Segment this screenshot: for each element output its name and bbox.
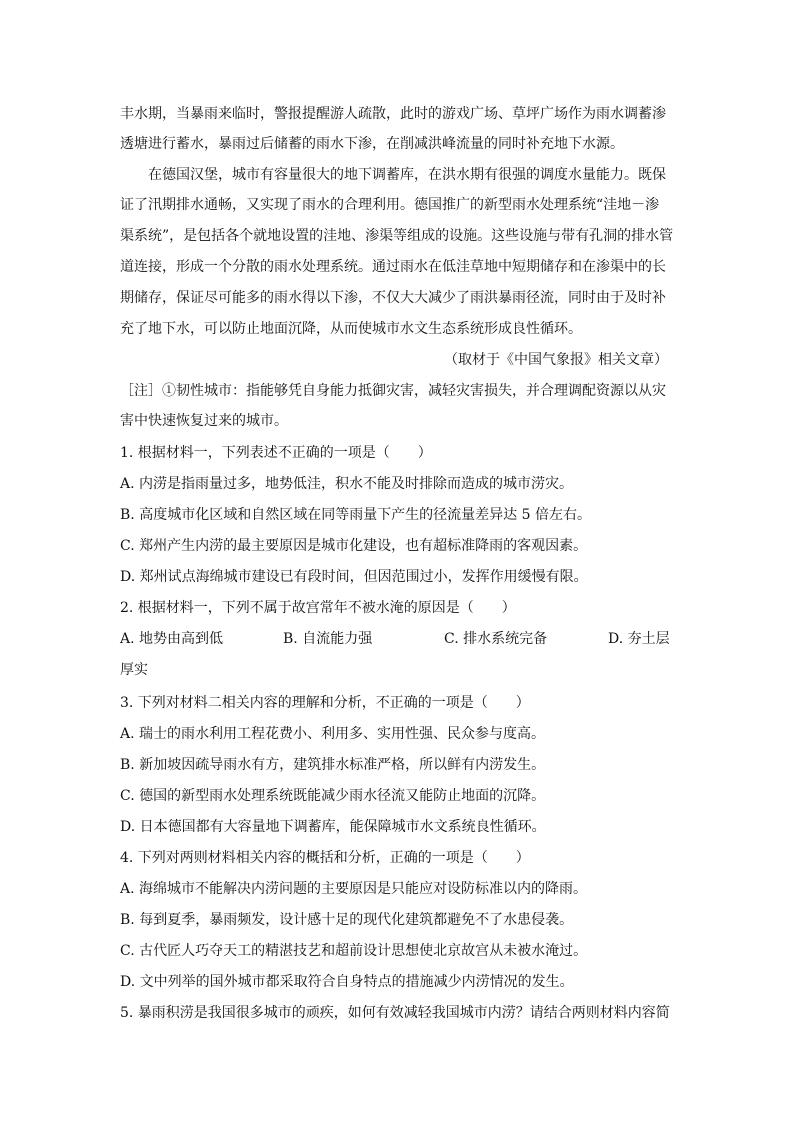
paragraph-line: 证了汛期排水通畅，又实现了雨水的合理利用。德国推广的新型雨水处理系统“洼地－渗 xyxy=(120,197,660,213)
question-stem: 2. 根据材料一，下列不属于故宫常年不被水淹的原因是（ ） xyxy=(120,600,516,616)
option-d-continued: 厚实 xyxy=(120,662,148,678)
note-line: ［注］①韧性城市：指能够凭自身能力抵御灾害，减轻灾害损失，并合理调配资源以从灾 xyxy=(120,383,666,399)
question-stem: 4. 下列对两则材料相关内容的概括和分析，正确的一项是（ ） xyxy=(120,850,530,866)
paragraph-line: 丰水期，当暴雨来临时，警报提醒游人疏散，此时的游戏广场、草坪广场作为雨水调蓄渗 xyxy=(120,106,666,122)
option-a: A. 瑞士的雨水利用工程花费小、利用多、实用性强、民众参与度高。 xyxy=(120,726,546,742)
option-b: B. 自流能力强 xyxy=(283,631,373,647)
option-d: D. 夯土层 xyxy=(608,631,670,647)
option-b: B. 高度城市化区域和自然区域在同等雨量下产生的径流量差异达 5 倍左右。 xyxy=(120,507,591,523)
option-c: C. 古代匠人巧夺天工的精湛技艺和超前设计思想使北京故宫从未被水淹过。 xyxy=(120,943,588,959)
option-d: D. 日本德国都有大容量地下调蓄库，能保障城市水文系统良性循环。 xyxy=(120,819,546,835)
source-citation: （取材于《中国气象报》相关文章） xyxy=(444,352,668,368)
question-stem: 5. 暴雨积涝是我国很多城市的顽疾，如何有效减轻我国城市内涝？请结合两则材料内容简 xyxy=(120,1005,670,1021)
note-line: 害中快速恢复过来的城市。 xyxy=(120,413,288,429)
paragraph-line: 充了地下水，可以防止地面沉降，从而使城市水文生态系统形成良性循环。 xyxy=(120,321,582,337)
option-a: A. 地势由高到低 xyxy=(120,631,224,647)
option-c: C. 排水系统完备 xyxy=(444,631,548,647)
paragraph-line: 在德国汉堡，城市有容量很大的地下调蓄库，在洪水期有很强的调度水量能力。既保 xyxy=(148,167,666,183)
option-a: A. 内涝是指雨量过多，地势低洼，积水不能及时排除而造成的城市涝灾。 xyxy=(120,476,574,492)
option-b: B. 每到夏季，暴雨频发，设计感十足的现代化建筑都避免不了水患侵袭。 xyxy=(120,912,574,928)
option-d: D. 文中列举的国外城市都采取符合自身特点的措施减少内涝情况的发生。 xyxy=(120,974,574,990)
option-c: C. 德国的新型雨水处理系统既能减少雨水径流又能防止地面的沉降。 xyxy=(120,788,546,804)
question-stem: 1. 根据材料一，下列表述不正确的一项是（ ） xyxy=(120,445,432,461)
option-c: C. 郑州产生内涝的最主要原因是城市化建设，也有超标准降雨的客观因素。 xyxy=(120,538,588,554)
option-a: A. 海绵城市不能解决内涝问题的主要原因是只能应对设防标准以内的降雨。 xyxy=(120,881,588,897)
question-stem: 3. 下列对材料二相关内容的理解和分析，不正确的一项是（ ） xyxy=(120,695,530,711)
paragraph-line: 透塘进行蓄水，暴雨过后储蓄的雨水下渗，在削减洪峰流量的同时补充地下水源。 xyxy=(120,136,624,152)
option-b: B. 新加坡因疏导雨水有方，建筑排水标准严格，所以鲜有内涝发生。 xyxy=(120,757,546,773)
paragraph-line: 道连接，形成一个分散的雨水处理系统。通过雨水在低洼草地中短期储存和在渗渠中的长 xyxy=(120,259,666,275)
paragraph-line: 渠系统”，是包括各个就地设置的洼地、渗渠等组成的设施。这些设施与带有孔洞的排水管 xyxy=(120,228,674,244)
option-d: D. 郑州试点海绵城市建设已有段时间，但因范围过小，发挥作用缓慢有限。 xyxy=(120,569,588,585)
paragraph-line: 期储存，保证尽可能多的雨水得以下渗，不仅大大减少了雨洪暴雨径流，同时由于及时补 xyxy=(120,290,666,306)
